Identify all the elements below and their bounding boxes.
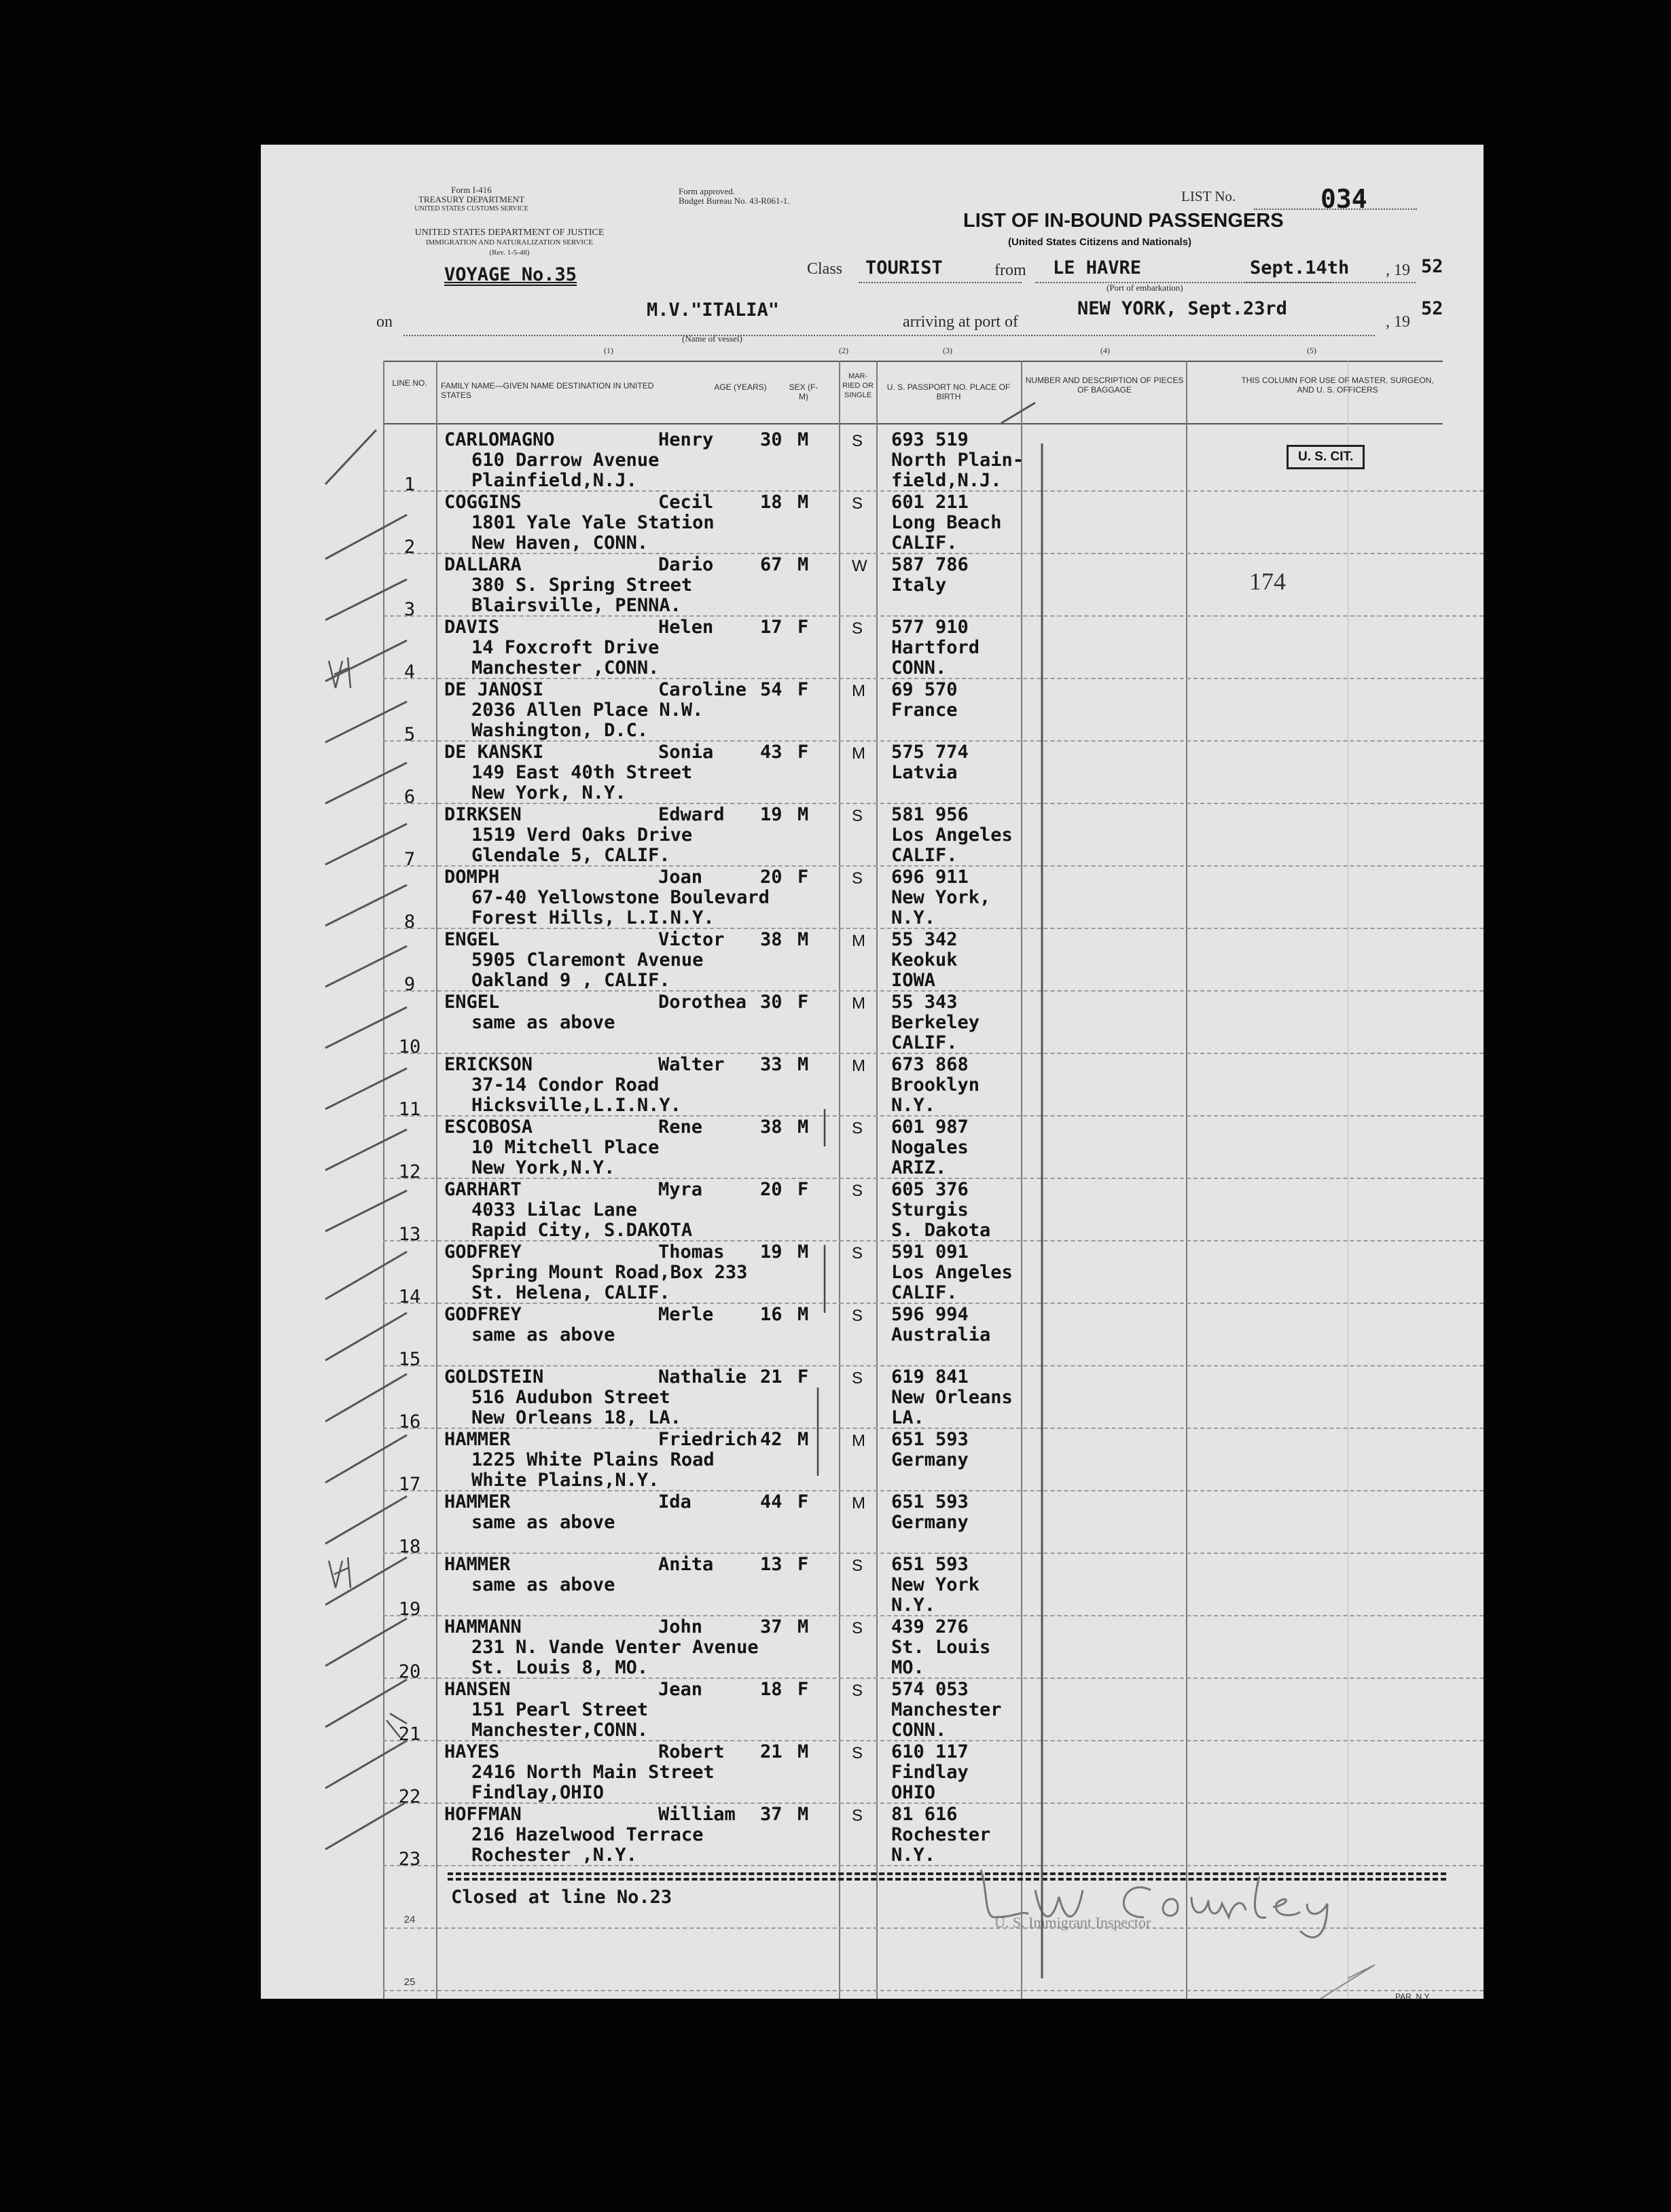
age: 43 [760,742,783,763]
birthplace-line: CONN. [891,657,947,678]
birthplace-line: Findlay [891,1762,969,1783]
age: 38 [760,1117,783,1138]
address-line: St. Louis 8, MO. [471,1657,649,1678]
age: 18 [760,1679,783,1700]
address-line: 14 Foxcroft Drive [471,637,660,658]
marital-status: S [852,1619,863,1637]
marital-status: S [852,1682,863,1700]
given-name: Sonia [658,742,714,763]
birthplace-line: Rochester [891,1824,991,1845]
address-line: same as above [471,1012,615,1033]
marital-status: S [852,1307,863,1325]
sex: M [797,554,809,575]
address-line: 67-40 Yellowstone Boulevard [471,887,770,908]
address-line: Findlay,OHIO [471,1782,605,1803]
class-label: Class [807,260,843,278]
marital-status: S [852,869,863,888]
age: 30 [760,992,783,1013]
marital-status: M [852,994,865,1013]
line-number: 7 [403,849,416,870]
address-line: same as above [471,1574,615,1595]
from-label: from [994,261,1026,279]
passport-number: 696 911 [891,867,969,888]
family-name: GODFREY [444,1304,522,1325]
marital-status: M [852,744,865,763]
address-line: Plainfield,N.J. [471,470,637,491]
line-number: 12 [398,1161,421,1182]
address-line: 610 Darrow Avenue [471,450,660,471]
address-line: 37-14 Condor Road [471,1074,660,1095]
family-name: DE KANSKI [444,742,544,763]
line-number: 1 [403,474,416,495]
marital-status: M [852,1057,865,1075]
passport-number: 651 593 [891,1554,969,1575]
address-line: St. Helena, CALIF. [471,1282,670,1303]
address-line: Washington, D.C. [471,720,649,741]
printer-mark: PAR, N.Y. [1395,1992,1431,2001]
arrival-port: NEW YORK, Sept.23rd [1077,298,1287,319]
family-name: HAYES [444,1741,500,1762]
column-number: (3) [943,346,952,355]
age: 13 [760,1554,783,1575]
birthplace-line: New York, [891,887,991,908]
family-name: ENGEL [444,992,500,1013]
family-name: DOMPH [444,867,500,888]
birthplace-line: CALIF. [891,532,958,554]
address-line: Hicksville,L.I.N.Y. [471,1095,681,1116]
birthplace-line: N.Y. [891,907,936,928]
given-name: Caroline [658,679,747,700]
marital-status: M [852,1494,865,1512]
family-name: HANSEN [444,1679,511,1700]
sex: F [797,1554,809,1575]
address-line: Glendale 5, CALIF. [471,845,670,866]
given-name: Friedrich [658,1429,758,1450]
marital-status: S [852,1369,863,1388]
birthplace-line: ARIZ. [891,1157,947,1178]
sex: M [797,429,809,450]
passport-number: 591 091 [891,1241,969,1263]
family-name: COGGINS [444,492,522,513]
birthplace-line: N.Y. [891,1095,936,1116]
line-number: 14 [398,1286,421,1307]
birthplace-line: CALIF. [891,1032,958,1053]
sex: M [797,1429,809,1450]
given-name: Merle [658,1304,714,1325]
manifest-page [261,145,1484,1999]
given-name: Anita [658,1554,714,1575]
closing-note: Closed at line No.23 [451,1887,672,1908]
birthplace-line: Latvia [891,762,958,783]
family-name: HOFFMAN [444,1804,522,1825]
line-number: 11 [398,1099,421,1120]
birthplace-line: New Orleans [891,1387,1013,1408]
birthplace-line: S. Dakota [891,1220,991,1241]
line-number: 19 [398,1599,421,1620]
age: 18 [760,492,783,513]
birthplace-line: Germany [891,1449,969,1470]
given-name: Dorothea [658,992,747,1013]
passport-number: 619 841 [891,1366,969,1388]
passport-number: 55 342 [891,929,958,950]
birthplace-line: IOWA [891,970,936,991]
line-number: 25 [403,1976,416,1988]
line-number: 20 [398,1661,421,1682]
line-number: 13 [398,1224,421,1245]
passport-number: 574 053 [891,1679,969,1700]
age: 67 [760,554,783,575]
line-number: 15 [398,1349,421,1370]
departure-date: Sept.14th [1250,257,1350,278]
col-header-line: LINE NO. [392,378,427,388]
age: 20 [760,867,783,888]
voyage-number: VOYAGE No.35 [444,264,577,285]
family-name: ENGEL [444,929,500,950]
given-name: William [658,1804,736,1825]
birthplace-line: Berkeley [891,1012,980,1033]
marital-status: S [852,432,863,450]
vessel-note: (Name of vessel) [682,333,742,344]
page-subtitle: (United States Citizens and Nationals) [1008,236,1192,248]
address-line: Spring Mount Road,Box 233 [471,1262,748,1283]
address-line: Forest Hills, L.I.N.Y. [471,907,715,928]
family-name: GOLDSTEIN [444,1366,544,1388]
line-number: 9 [403,974,416,995]
family-name: DE JANOSI [444,679,544,700]
birthplace-line: France [891,700,958,721]
passport-number: 69 570 [891,679,958,700]
marital-status: W [852,557,867,575]
passport-number: 575 774 [891,742,969,763]
sex: M [797,1304,809,1325]
col-header-marital: MAR-RIED OR SINGLE [842,372,874,399]
age: 38 [760,929,783,950]
birthplace-line: Los Angeles [891,824,1013,846]
family-name: GODFREY [444,1241,522,1263]
budget-line: Budget Bureau No. 43-R061-1. [679,196,790,206]
birthplace-line: Manchester [891,1699,1002,1720]
address-line: 149 East 40th Street [471,762,693,783]
address-line: same as above [471,1512,615,1533]
address-line: same as above [471,1324,615,1345]
given-name: Helen [658,617,714,638]
sex: M [797,1241,809,1263]
revision-label: (Rev. 1-5-48) [489,249,530,257]
line-number: 24 [403,1914,416,1925]
line-number: 23 [398,1849,421,1870]
age: 37 [760,1616,783,1637]
family-name: HAMMANN [444,1616,522,1637]
address-line: New York, N.Y. [471,782,626,803]
passport-number: 587 786 [891,554,969,575]
marital-status: S [852,1557,863,1575]
age: 42 [760,1429,783,1450]
sex: M [797,929,809,950]
address-line: 151 Pearl Street [471,1699,649,1720]
age: 21 [760,1741,783,1762]
given-name: Jean [658,1679,703,1700]
passport-number: 673 868 [891,1054,969,1075]
line-number: 17 [398,1474,421,1495]
sex: F [797,867,809,888]
birthplace-line: North Plain- [891,450,1024,471]
marital-status: S [852,1744,863,1762]
page-title: LIST OF IN-BOUND PASSENGERS [963,210,1284,232]
sex: F [797,1366,809,1388]
address-line: 2036 Allen Place N.W. [471,700,704,721]
age: 19 [760,1241,783,1263]
birthplace-line: N.Y. [891,1845,936,1866]
family-name: HAMMER [444,1429,511,1450]
approval-line: Form approved. [679,186,736,196]
marital-status: M [852,1432,865,1450]
passport-number: 601 211 [891,492,969,513]
passport-number: 581 956 [891,804,969,825]
sex: M [797,1616,809,1637]
passport-number: 81 616 [891,1804,958,1825]
address-line: Rochester ,N.Y. [471,1845,637,1866]
sex: F [797,1491,809,1512]
address-line: 10 Mitchell Place [471,1137,660,1158]
address-line: 380 S. Spring Street [471,575,693,596]
column-number: (5) [1307,346,1316,355]
address-line: 231 N. Vande Venter Avenue [471,1637,759,1658]
birthplace-line: CALIF. [891,845,958,866]
birthplace-line: Los Angeles [891,1262,1013,1283]
sex: M [797,804,809,825]
marital-status: S [852,1119,863,1138]
marital-status: S [852,1182,863,1200]
col-header-baggage: NUMBER AND DESCRIPTION OF PIECES OF BAGGAGE [1025,376,1184,395]
birthplace-line: Brooklyn [891,1074,980,1095]
inspector-title: U. S. Immigrant Inspector [994,1914,1151,1931]
age: 16 [760,1304,783,1325]
treasury-label: TREASURY DEPARTMENT [418,194,525,204]
sex: M [797,1804,809,1825]
col-header-age: AGE (YEARS) [714,382,767,392]
age: 30 [760,429,783,450]
passport-number: 651 593 [891,1429,969,1450]
birthplace-line: Sturgis [891,1199,969,1220]
birthplace-line: Hartford [891,637,980,658]
address-line: 5905 Claremont Avenue [471,949,704,971]
birthplace-line: N.Y. [891,1595,936,1616]
given-name: Nathalie [658,1366,747,1388]
given-name: Victor [658,929,725,950]
sex: M [797,1117,809,1138]
vessel-name: M.V."ITALIA" [647,300,780,321]
birthplace-line: OHIO [891,1782,936,1803]
marital-status: M [852,682,865,700]
citizen-stamp: U. S. CIT. [1287,445,1365,469]
birthplace-line: Long Beach [891,512,1002,533]
age: 44 [760,1491,783,1512]
line-number: 8 [403,911,416,932]
birthplace-line: Nogales [891,1137,969,1158]
line-number: 21 [398,1724,421,1745]
family-name: ESCOBOSA [444,1117,533,1138]
age: 19 [760,804,783,825]
list-number-value: 034 [1320,184,1367,214]
age: 33 [760,1054,783,1075]
passport-number: 610 117 [891,1741,969,1762]
family-name: CARLOMAGNO [444,429,555,450]
family-name: GARHART [444,1179,522,1200]
given-name: Rene [658,1117,703,1138]
service-name: IMMIGRATION AND NATURALIZATION SERVICE [425,238,594,247]
line-number: 18 [398,1536,421,1557]
form-number: Form I-416 [451,185,492,195]
passport-number: 577 910 [891,617,969,638]
given-name: Edward [658,804,725,825]
departure-year-prefix: , 19 [1386,261,1410,279]
birthplace-line: St. Louis [891,1637,991,1658]
column-number: (1) [604,346,613,355]
family-name: DALLARA [444,554,522,575]
age: 20 [760,1179,783,1200]
family-name: HAMMER [444,1491,511,1512]
address-line: New Haven, CONN. [471,532,649,554]
birthplace-line: LA. [891,1407,924,1428]
embarkation-note: (Port of embarkation) [1107,283,1183,293]
birthplace-line: New York [891,1574,980,1595]
departure-year: 52 [1421,256,1443,277]
sex: F [797,1679,809,1700]
line-number: 6 [403,786,416,808]
birthplace-line: CONN. [891,1720,947,1741]
passport-number: 55 343 [891,992,958,1013]
age: 54 [760,679,783,700]
passport-number: 596 994 [891,1304,969,1325]
birthplace-line: CALIF. [891,1282,958,1303]
address-line: Manchester,CONN. [471,1720,649,1741]
column-number: (4) [1100,346,1110,355]
age: 17 [760,617,783,638]
on-label: on [376,313,393,331]
family-name: HAMMER [444,1554,511,1575]
passport-number: 651 593 [891,1491,969,1512]
sex: M [797,1741,809,1762]
given-name: Dario [658,554,714,575]
birthplace-line: Australia [891,1324,991,1345]
given-name: Walter [658,1054,725,1075]
sex: F [797,617,809,638]
arrival-year-prefix: , 19 [1386,313,1410,331]
line-number: 3 [403,599,416,620]
list-number-label: LIST No. [1181,188,1236,204]
customs-label: UNITED STATES CUSTOMS SERVICE [414,205,528,213]
address-line: 1801 Yale Yale Station [471,512,715,533]
passport-number: 601 987 [891,1117,969,1138]
age: 21 [760,1366,783,1388]
address-line: White Plains,N.Y. [471,1470,660,1491]
birthplace-line: Keokuk [891,949,958,971]
address-line: 2416 North Main Street [471,1762,715,1783]
birthplace-line: MO. [891,1657,924,1678]
col-header-officers: THIS COLUMN FOR USE OF MASTER, SURGEON, AND U. S. OFFICERS [1241,376,1434,395]
department-name: UNITED STATES DEPARTMENT OF JUSTICE [414,228,605,238]
given-name: Myra [658,1179,703,1200]
family-name: DAVIS [444,617,500,638]
given-name: Joan [658,867,703,888]
birthplace-line: Germany [891,1512,969,1533]
passport-number: 693 519 [891,429,969,450]
arrival-year: 52 [1421,298,1443,319]
given-name: Henry [658,429,714,450]
sex: F [797,742,809,763]
line-number: 10 [398,1036,421,1057]
address-line: Rapid City, S.DAKOTA [471,1220,693,1241]
col-header-name: FAMILY NAME—GIVEN NAME DESTINATION IN UNITED STATES [441,381,654,400]
family-name: DIRKSEN [444,804,522,825]
address-line: Manchester ,CONN. [471,657,660,678]
line-number: 22 [398,1786,421,1807]
passport-number: 439 276 [891,1616,969,1637]
col-header-sex: SEX (F-M) [789,382,819,401]
address-line: 216 Hazelwood Terrace [471,1824,704,1845]
from-value: LE HAVRE [1053,257,1142,278]
given-name: Robert [658,1741,725,1762]
column-number: (2) [839,346,848,355]
marital-status: S [852,1807,863,1825]
family-name: ERICKSON [444,1054,533,1075]
address-line: 4033 Lilac Lane [471,1199,637,1220]
marital-status: S [852,1244,863,1263]
marital-status: S [852,494,863,513]
address-line: Oakland 9 , CALIF. [471,970,670,991]
age: 37 [760,1804,783,1825]
line-number: 16 [398,1411,421,1432]
line-number: 4 [403,661,416,683]
sex: F [797,679,809,700]
given-name: Thomas [658,1241,725,1263]
sex: M [797,492,809,513]
address-line: New Orleans 18, LA. [471,1407,681,1428]
address-line: 1519 Verd Oaks Drive [471,824,693,846]
sex: F [797,992,809,1013]
class-value: TOURIST [865,257,943,278]
line-number: 5 [403,724,416,745]
check-marks [261,145,1484,1999]
address-line: Blairsville, PENNA. [471,595,681,616]
address-line: 1225 White Plains Road [471,1449,715,1470]
birthplace-line: field,N.J. [891,470,1002,491]
sex: M [797,1054,809,1075]
line-number: 2 [403,537,416,558]
given-name: Ida [658,1491,691,1512]
address-line: 516 Audubon Street [471,1387,670,1408]
arriving-label: arriving at port of [903,313,1018,331]
col-header-passport: U. S. PASSPORT NO. PLACE OF BIRTH [886,382,1011,401]
sex: F [797,1179,809,1200]
given-name: Cecil [658,492,714,513]
birthplace-line: Italy [891,575,947,596]
marital-status: S [852,619,863,638]
marital-status: M [852,932,865,950]
officer-note: 174 [1249,568,1286,595]
passport-number: 605 376 [891,1179,969,1200]
given-name: John [658,1616,703,1637]
marital-status: S [852,807,863,825]
address-line: New York,N.Y. [471,1157,615,1178]
